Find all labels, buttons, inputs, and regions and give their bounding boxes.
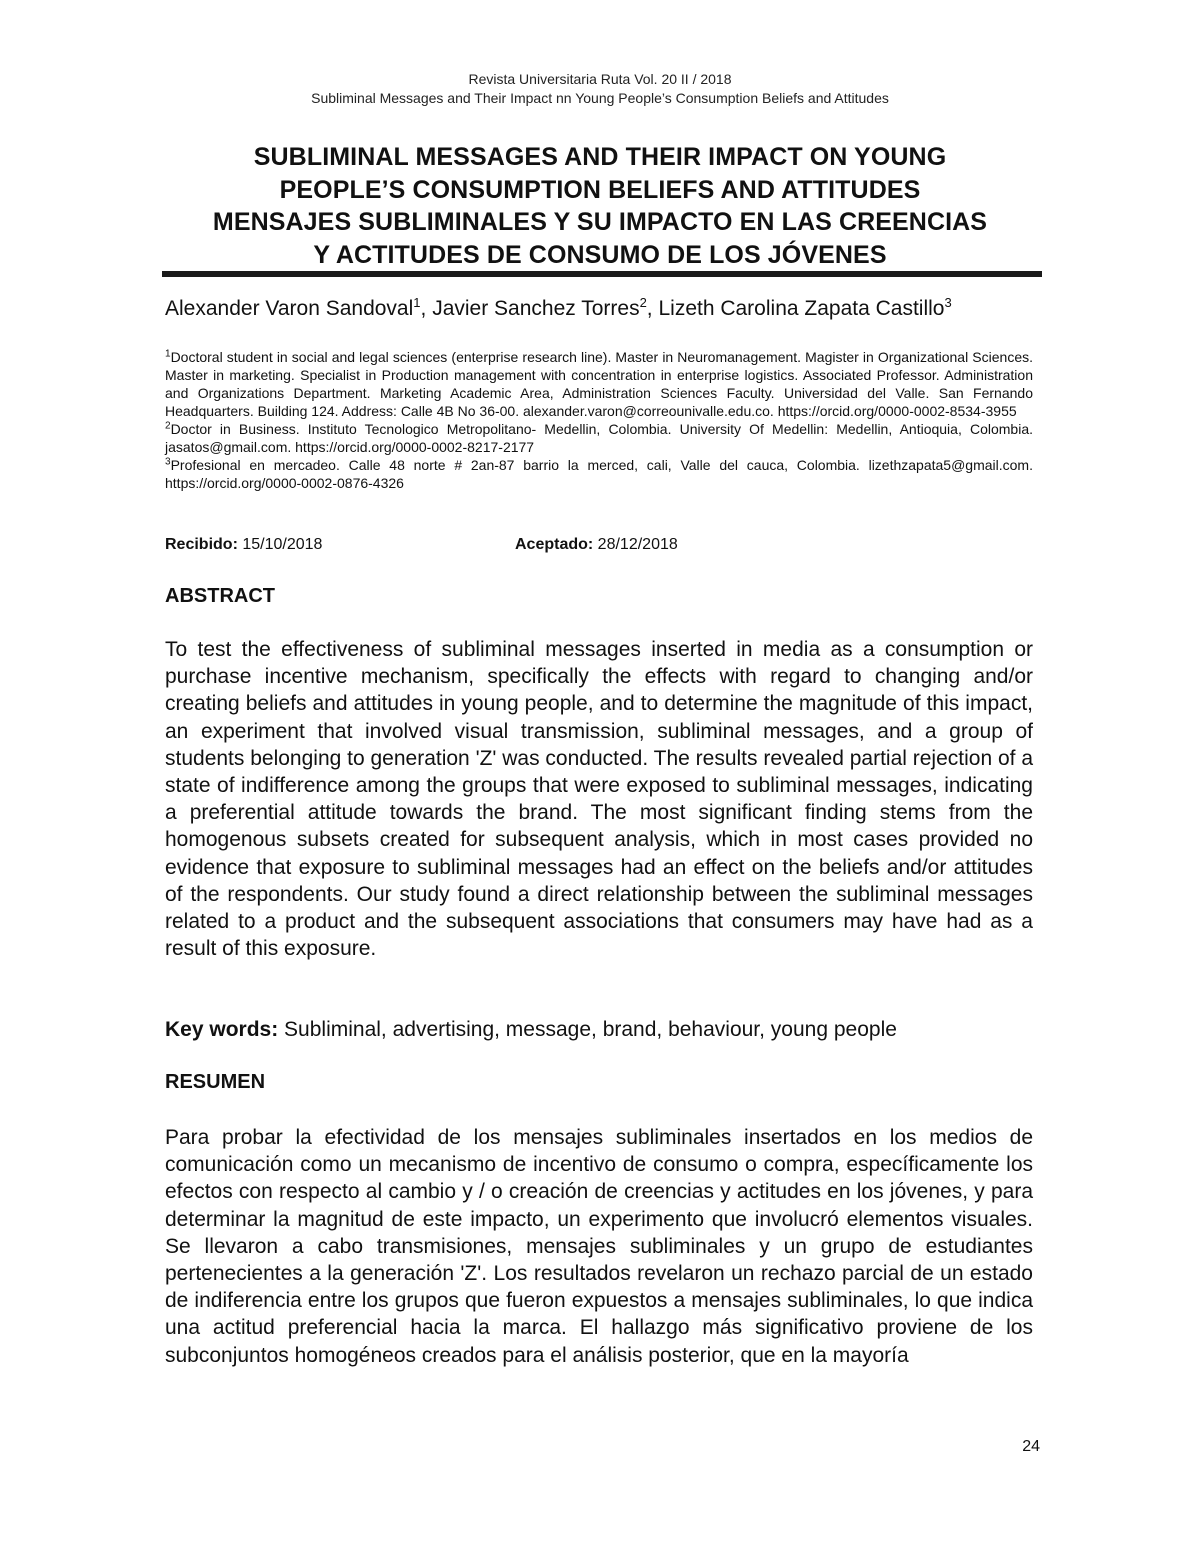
author-name: Javier Sanchez Torres bbox=[432, 297, 640, 320]
author-separator: , bbox=[646, 297, 659, 320]
accepted-value: 28/12/2018 bbox=[593, 536, 678, 553]
paper-title bbox=[160, 141, 1040, 271]
received-label: Recibido: bbox=[165, 536, 238, 553]
resumen-text: Para probar la efectividad de los mensajes subliminales insertados en los medios de comunicación como un mecanismo de incentivo de consumo o compra, específicamente los efectos con respecto al cambio y / o creación de creencias y actitudes en los jóvenes, y para determinar la magnitud de este impacto, un experimento que involucró elementos visuales. Se llevaron a cabo transmisiones, mensajes subliminales y un grupo de estudiantes pertenecientes a la generación 'Z'. Los resultados revelaron un rechazo parcial de un estado de indiferencia entre los grupos que fueron expuestos a mensajes subliminales, lo que indica una actitud preferencial hacia la marca. El hallazgo más significativo proviene de los subconjuntos homogéneos creados para el análisis posterior, que en la mayoría bbox=[165, 1126, 1033, 1367]
page-number: 24 bbox=[1022, 1438, 1040, 1455]
title-line-4: Y ACTITUDES DE CONSUMO DE LOS JÓVENES bbox=[313, 240, 887, 269]
received-date bbox=[165, 535, 322, 555]
affiliation-text: Doctor in Business. Instituto Tecnologico Metropolitano- Medellin, Colombia. University Of Medellin: Medellin, Antioquia, Colombia. jasatos@gmail.com. https://orcid.org/0000-0002-8217-2177 bbox=[165, 421, 1033, 455]
abstract-text: To test the effectiveness of subliminal messages inserted in media as a consumption or purchase incentive mechanism, specifically the effects with regard to changing and/or creating beliefs and attitudes in young people, and to determine the magnitude of this impact, an experiment that involved visual transmission, subliminal messages, and a group of students belonging to generation 'Z' was conducted. The results revealed partial rejection of a state of indifference among the groups that were exposed to subliminal messages, indicating a preferential attitude towards the brand. The most significant finding stems from the homogenous subsets created for subsequent analysis, which in most cases provided no evidence that exposure to subliminal messages had an effect on the beliefs and/or attitudes of the respondents. Our study found a direct relationship between the subliminal messages related to a product and the subsequent associations that consumers may have had as a result of this exposure. bbox=[165, 638, 1033, 961]
keywords-label: Key words: bbox=[165, 1018, 279, 1041]
affiliation-item bbox=[165, 420, 1033, 456]
keywords bbox=[165, 1016, 897, 1043]
title-line-1: SUBLIMINAL MESSAGES AND THEIR IMPACT ON YOUNG bbox=[253, 143, 947, 171]
affiliation-text: Profesional en mercadeo. Calle 48 norte # 2an-87 barrio la merced, cali, Valle del cauca, Colombia. lizethzapata5@gmail.com. https://orcid.org/0000-0002-0876-4326 bbox=[165, 457, 1033, 491]
affiliation-marker: 2 bbox=[165, 420, 171, 432]
title-line-3: MENSAJES SUBLIMINALES Y SU IMPACTO EN LAS CREENCIAS bbox=[212, 208, 988, 236]
keywords-text: Subliminal, advertising, message, brand, behaviour, young people bbox=[278, 1018, 897, 1041]
author-footnote-marker: 1 bbox=[413, 295, 421, 310]
resumen-heading: RESUMEN bbox=[165, 1071, 266, 1093]
author-name: Lizeth Carolina Zapata Castillo bbox=[658, 297, 945, 320]
author-list bbox=[165, 296, 1033, 321]
received-value: 15/10/2018 bbox=[237, 536, 323, 553]
author-separator: , bbox=[420, 297, 433, 320]
title-line-2: PEOPLE’S CONSUMPTION BELIEFS AND ATTITUDES bbox=[279, 175, 921, 204]
author-name: Alexander Varon Sandoval bbox=[165, 297, 414, 320]
affiliation-item bbox=[165, 456, 1033, 492]
title-divider bbox=[162, 271, 1042, 277]
author-footnote-marker: 3 bbox=[944, 295, 952, 310]
accepted-label: Aceptado: bbox=[515, 536, 594, 553]
affiliation-marker: 3 bbox=[165, 456, 171, 468]
author-footnote-marker: 2 bbox=[639, 295, 647, 310]
affiliation-text: Doctoral student in social and legal sciences (enterprise research line). Master in Neuromanagement. Magister in Organizational Sciences. Master in marketing. Specialist in Production management with concentration in enterprise logistics. Associated Professor. Administration and Organizations Department. Marketing Academic Area, Administration Sciences Faculty. Universidad del Valle. San Fernando Headquarters. Building 124. Address: Calle 4B No 36-00. alexander.varon@correounivalle.edu.co. https://orcid.org/0000-0002-8534-3955 bbox=[165, 349, 1033, 419]
affiliation-marker: 1 bbox=[165, 348, 171, 360]
journal-header: Revista Universitaria Ruta Vol. 20 II / 2018 bbox=[468, 71, 732, 87]
running-title: Subliminal Messages and Their Impact nn Young People’s Consumption Beliefs and Attitudes bbox=[311, 90, 889, 106]
accepted-date bbox=[515, 535, 678, 555]
affiliation-item bbox=[165, 348, 1033, 420]
abstract-heading: ABSTRACT bbox=[165, 585, 275, 607]
affiliations bbox=[165, 348, 1033, 492]
